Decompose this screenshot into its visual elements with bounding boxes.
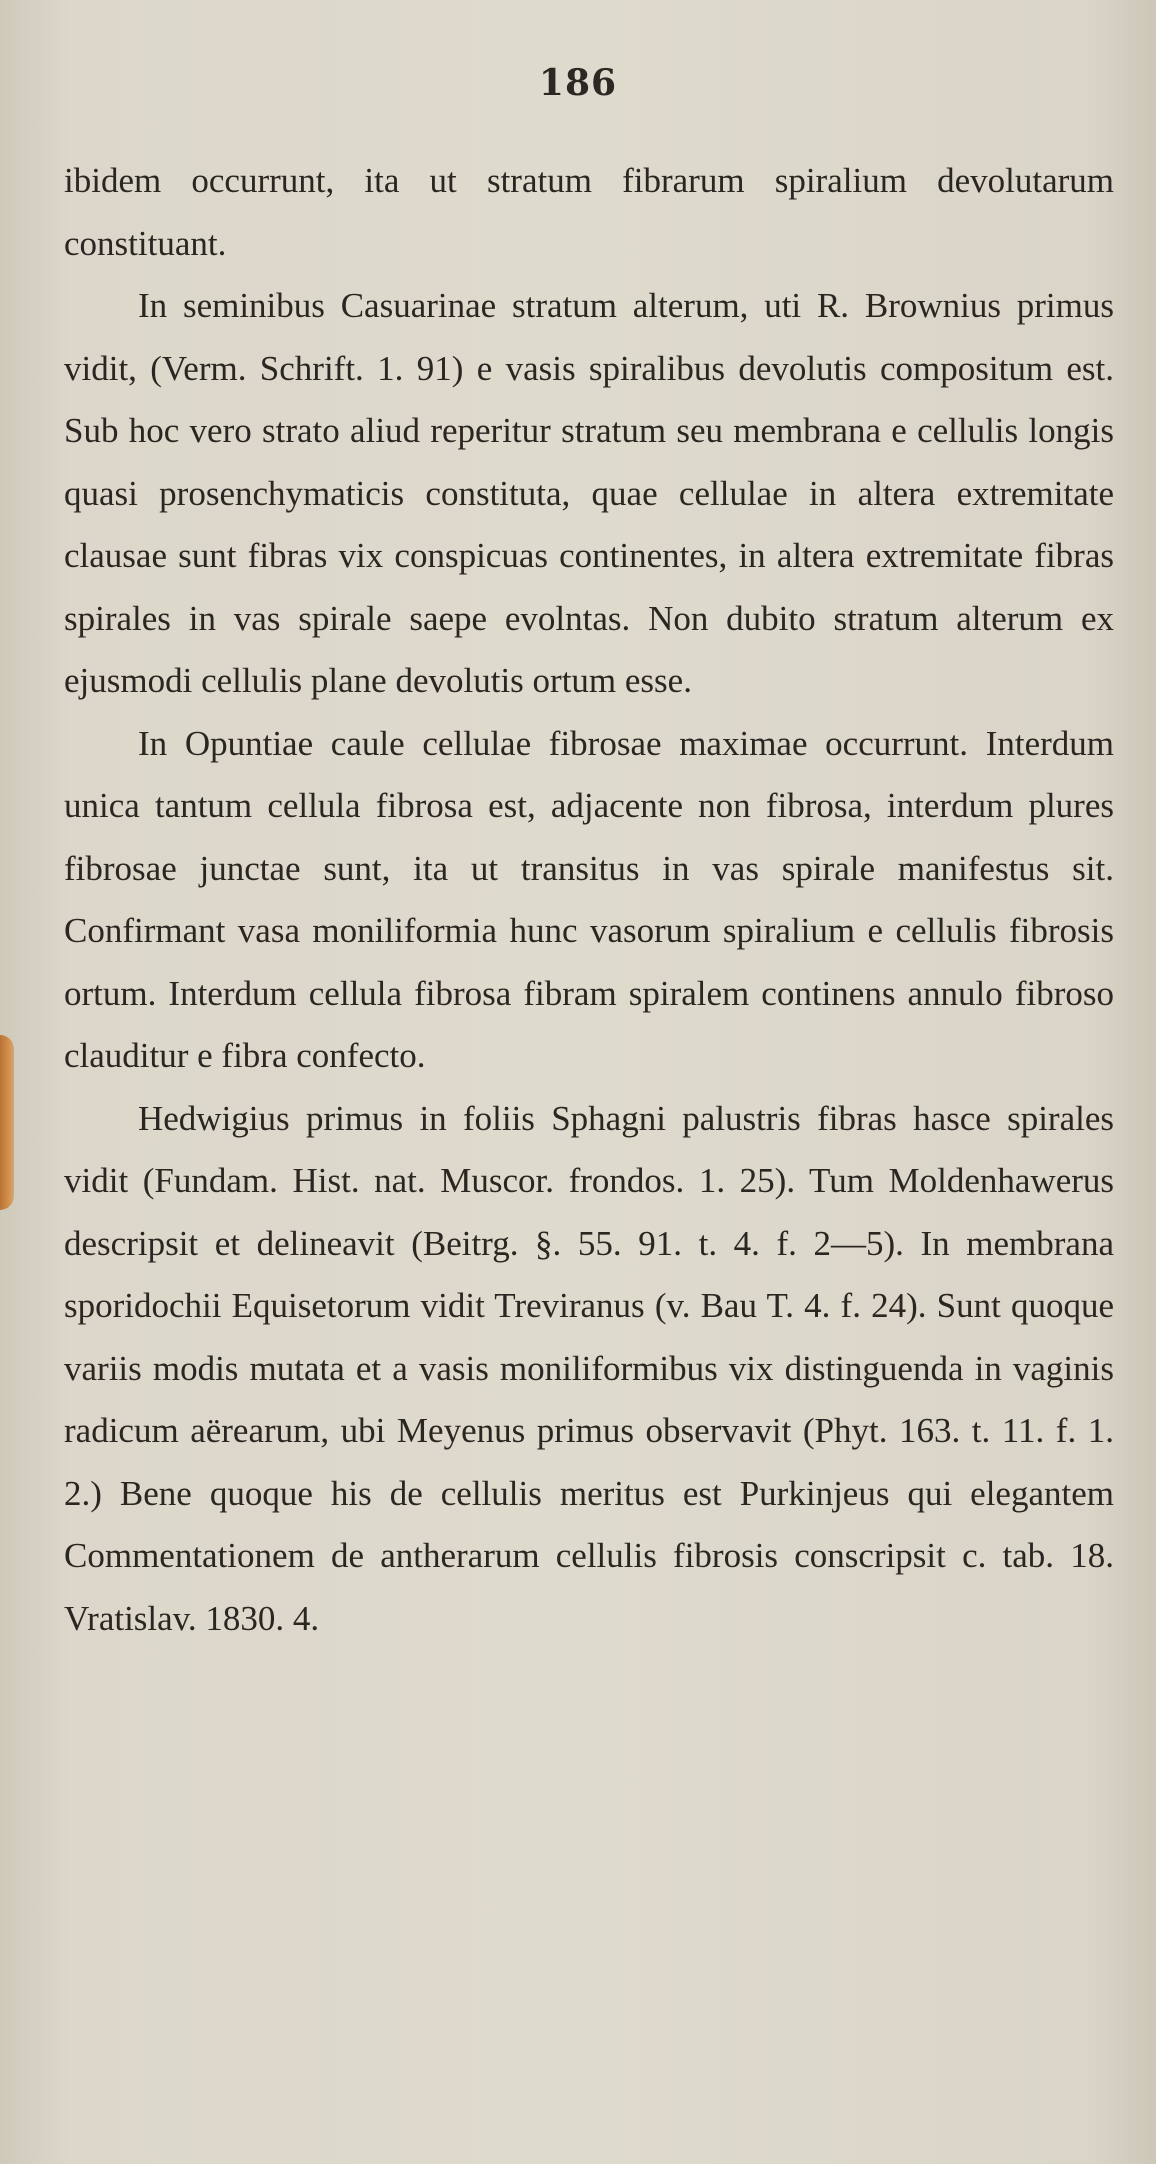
paragraph: Hedwigius primus in foliis Sphagni palustris fibras hasce spirales vidit (Fundam. Hist. nat. Muscor. frondos. 1. 25). Tum Moldenhawerus descripsit et delineavit (Beitrg. §. 55. 91. t. 4. f. 2—5). In membrana sporidochii Equisetorum vidit Treviranus (v. Bau T. 4. f. 24). Sunt quoque variis modis mutata et a vasis moniliformibus vix distinguenda in vaginis radicum aërearum, ubi Meyenus primus observavit (Phyt. 163. t. 11. f. 1. 2.) Bene quoque his de cellulis meritus est Purkinjeus qui elegantem Commentationem de antherarum cellulis fibrosis conscripsit c. tab. 18. Vratislav. 1830. 4. [64,1098,1114,1638]
paragraph: In Opuntiae caule cellulae fibrosae maximae occurrunt. Interdum unica tantum cellula fibrosa est, adjacente non fibrosa, interdum plures fibrosae junctae sunt, ita ut transitus in vas spirale manifestus sit. Confirmant vasa moniliformia hunc vasorum spiralium e cellulis fibrosis ortum. Interdum cellula fibrosa fibram spiralem continens annulo fibroso clauditur e fibra confecto. [64,723,1114,1075]
paragraph: ibidem occurrunt, ita ut stratum fibrarum spiralium devolutarum constituant. [64,161,1114,263]
page-number: 186 [538,62,618,104]
body-text [64,150,1114,1650]
page-edge-stain [0,1035,14,1210]
paragraph: In seminibus Casuarinae stratum alterum, uti R. Brownius primus vidit, (Verm. Schrift. 1. 91) e vasis spiralibus devolutis compositum est. Sub hoc vero strato aliud reperitur stratum seu membrana e cellulis longis quasi prosenchymaticis constituta, quae cellulae in altera extremitate clausae sunt fibras vix conspicuas continentes, in altera extremitate fibras spirales in vas spirale saepe evolntas. Non dubito stratum alterum ex ejusmodi cellulis plane devolutis ortum esse. [64,286,1114,700]
